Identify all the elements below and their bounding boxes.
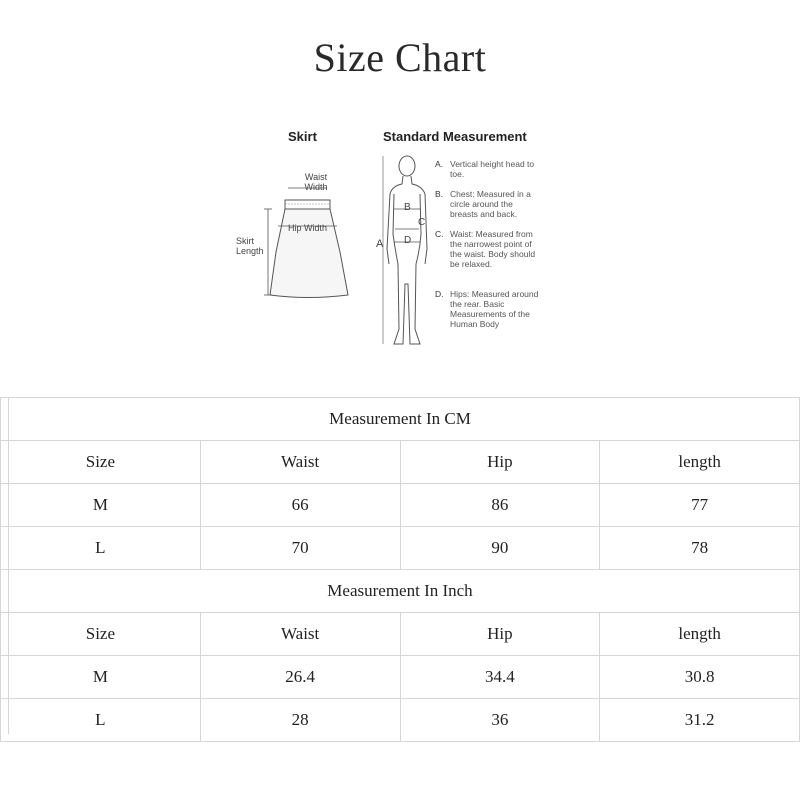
column-header: Hip — [400, 441, 600, 484]
cm-heading: Measurement In CM — [1, 398, 800, 441]
hip-cell: 90 — [400, 527, 600, 570]
length-cell: 30.8 — [600, 656, 800, 699]
size-cell: M — [1, 656, 201, 699]
skirt-heading: Skirt — [288, 129, 317, 144]
cm-header-row — [1, 441, 800, 484]
size-cell: M — [1, 484, 201, 527]
standard-measurement-heading: Standard Measurement — [383, 129, 527, 144]
inch-header-row — [1, 613, 800, 656]
size-cell: L — [1, 527, 201, 570]
cm-heading-row — [1, 398, 800, 441]
hip-cell: 34.4 — [400, 656, 600, 699]
column-header: length — [600, 441, 800, 484]
inch-heading-row — [1, 570, 800, 613]
column-header: Size — [1, 441, 201, 484]
marker-a: A — [376, 238, 384, 250]
note-d: D. Hips: Measured around the rear. Basic Measurements of the Human Body — [435, 289, 539, 329]
marker-d: D — [404, 235, 412, 246]
note-a: A. Vertical height head to toe. — [435, 159, 535, 179]
page-title: Size Chart — [313, 35, 487, 80]
measurement-diagram — [230, 120, 570, 360]
waist-cell: 28 — [200, 699, 400, 742]
column-header: Hip — [400, 613, 600, 656]
column-header: length — [600, 613, 800, 656]
column-header: Waist — [200, 613, 400, 656]
inch-heading: Measurement In Inch — [1, 570, 800, 613]
table-row — [1, 527, 800, 570]
waist-cell: 66 — [200, 484, 400, 527]
hip-cell: 86 — [400, 484, 600, 527]
waist-width-label: Waist Width — [304, 172, 328, 192]
size-table — [0, 397, 800, 742]
note-b: B. Chest: Measured in a circle around the breasts and back. — [435, 189, 531, 219]
length-cell: 31.2 — [600, 699, 800, 742]
skirt-length-label: Skirt Length — [236, 236, 264, 256]
note-c: C. Waist: Measured from the narrowest point of the waist. Body should be relaxed. — [435, 229, 536, 269]
hip-width-label: Hip Width — [288, 223, 328, 233]
size-cell: L — [1, 699, 201, 742]
table-row — [1, 656, 800, 699]
column-header: Size — [1, 613, 201, 656]
length-cell: 77 — [600, 484, 800, 527]
column-header: Waist — [200, 441, 400, 484]
marker-b: B — [404, 202, 411, 213]
length-cell: 78 — [600, 527, 800, 570]
human-figure-illustration — [380, 154, 450, 354]
waist-cell: 26.4 — [200, 656, 400, 699]
hip-cell: 36 — [400, 699, 600, 742]
table-row — [1, 699, 800, 742]
marker-c: C — [418, 217, 426, 228]
table-row — [1, 484, 800, 527]
waist-cell: 70 — [200, 527, 400, 570]
